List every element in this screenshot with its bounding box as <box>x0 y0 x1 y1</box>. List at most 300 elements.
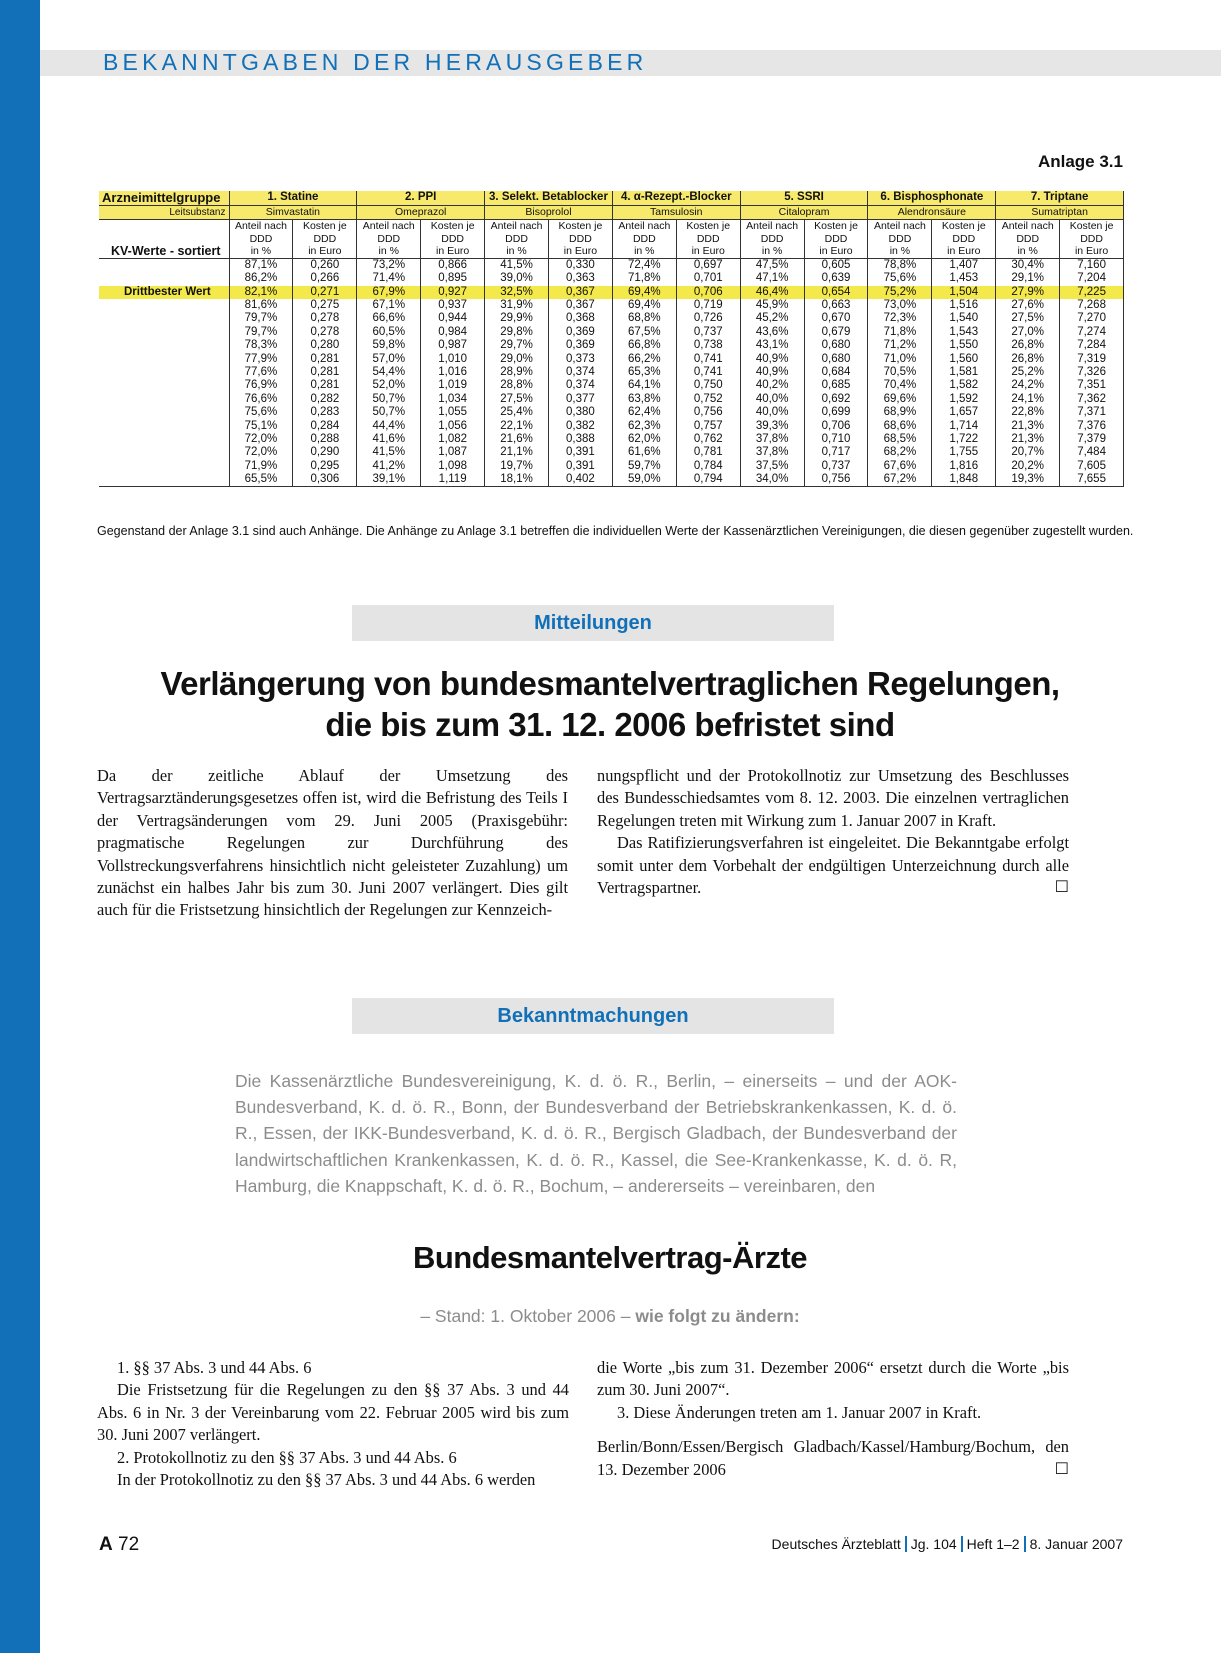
column-header-line: DDD <box>377 232 401 245</box>
item-heading: 1. §§ 37 Abs. 3 und 44 Abs. 6 <box>117 1358 312 1377</box>
row-label <box>99 366 229 379</box>
table-cell: 0,281 <box>293 366 357 379</box>
table-cell: 1,056 <box>421 419 485 432</box>
column-header-line: in % <box>889 245 911 258</box>
row-label <box>99 258 229 272</box>
column-header-line: DDD <box>824 232 848 245</box>
table-cell: 66,6% <box>357 312 421 325</box>
leitsubstanz-cell: Citalopram <box>740 206 868 220</box>
table-cell: 0,699 <box>804 406 868 419</box>
table-cell: 77,9% <box>229 353 293 366</box>
table-cell: 1,657 <box>932 406 996 419</box>
signature-line <box>597 1436 1069 1481</box>
table-cell: 7,274 <box>1060 326 1124 339</box>
table-cell: 63,8% <box>612 393 676 406</box>
table-cell: 0,717 <box>804 446 868 459</box>
table-cell: 0,737 <box>804 460 868 473</box>
table-cell: 1,714 <box>932 419 996 432</box>
column-header <box>1060 220 1124 259</box>
table-cell: 0,762 <box>676 433 740 446</box>
column-header-line: Kosten je <box>941 220 986 233</box>
drug-group-header: 7. Triptane <box>996 191 1124 206</box>
table-cell: 0,895 <box>421 272 485 285</box>
table-cell: 20,7% <box>996 446 1060 459</box>
item-heading: 2. Protokollnotiz zu den §§ 37 Abs. 3 und 44 Abs. 6 <box>117 1447 457 1467</box>
table-cell: 65,5% <box>229 473 293 487</box>
column-header-line: in Euro <box>563 245 598 258</box>
highlight-row <box>99 286 1124 299</box>
table-cell: 71,4% <box>357 272 421 285</box>
table-cell: 0,781 <box>676 446 740 459</box>
table-cell: 7,371 <box>1060 406 1124 419</box>
row-label <box>99 433 229 446</box>
table-cell: 69,4% <box>612 286 676 299</box>
column-header <box>612 220 676 259</box>
table-cell: 0,284 <box>293 419 357 432</box>
bmv-title: Bundesmantelvertrag-Ärzte <box>412 1240 808 1275</box>
table-row <box>99 312 1124 325</box>
table-cell: 0,670 <box>804 312 868 325</box>
drug-group-header: 4. α-Rezept.-Blocker <box>612 191 740 206</box>
table-cell: 0,752 <box>676 393 740 406</box>
table-cell: 0,701 <box>676 272 740 285</box>
journal-issue: Heft 1–2 <box>966 1536 1020 1552</box>
kv-sort-label: KV-Werte - sortiert <box>99 220 229 259</box>
table-cell: 27,0% <box>996 326 1060 339</box>
table-cell: 62,4% <box>612 406 676 419</box>
table-cell: 1,504 <box>932 286 996 299</box>
column-header-line: DDD <box>249 232 273 245</box>
table-row <box>99 379 1124 392</box>
table-cell: 37,5% <box>740 460 804 473</box>
row-label <box>99 419 229 432</box>
table-cell: 71,8% <box>868 326 932 339</box>
table-cell: 46,4% <box>740 286 804 299</box>
table-cell: 0,738 <box>676 339 740 352</box>
table-cell: 0,757 <box>676 419 740 432</box>
table-cell: 1,098 <box>421 460 485 473</box>
table-cell: 62,0% <box>612 433 676 446</box>
table-cell: 82,1% <box>229 286 293 299</box>
table-cell: 75,6% <box>868 272 932 285</box>
item-text: In der Protokollnotiz zu den §§ 37 Abs. 3 und 44 Abs. 6 werden <box>117 1470 536 1490</box>
table-row <box>99 460 1124 473</box>
column-header-line: DDD <box>696 232 720 245</box>
table-cell: 0,330 <box>548 258 612 272</box>
table-cell: 0,944 <box>421 312 485 325</box>
column-header-line: DDD <box>569 232 592 245</box>
row-label <box>99 299 229 312</box>
table-cell: 0,663 <box>804 299 868 312</box>
table-row <box>99 393 1124 406</box>
table-cell: 37,8% <box>740 446 804 459</box>
mitteilungen-title <box>100 663 1120 745</box>
table-cell: 81,6% <box>229 299 293 312</box>
table-cell: 67,2% <box>868 473 932 487</box>
table-cell: 59,0% <box>612 473 676 487</box>
table-cell: 0,719 <box>676 299 740 312</box>
column-header-line: in % <box>506 245 527 258</box>
table-cell: 26,8% <box>996 353 1060 366</box>
table-cell: 43,6% <box>740 326 804 339</box>
table-cell: 0,281 <box>293 353 357 366</box>
column-header-line: Kosten je <box>302 220 347 233</box>
column-header-line: DDD <box>313 232 337 245</box>
table-cell: 59,8% <box>357 339 421 352</box>
journal-info <box>772 1536 1123 1552</box>
table-cell: 66,2% <box>612 353 676 366</box>
journal-name: Deutsches Ärzteblatt <box>771 1536 901 1552</box>
column-header <box>996 220 1060 259</box>
table-cell: 0,984 <box>421 326 485 339</box>
table-cell: 0,275 <box>293 299 357 312</box>
table-cell: 0,288 <box>293 433 357 446</box>
page-number-value: 72 <box>118 1534 140 1555</box>
table-cell: 64,1% <box>612 379 676 392</box>
table-cell: 40,9% <box>740 353 804 366</box>
table-cell: 41,5% <box>485 258 549 272</box>
table-cell: 1,082 <box>421 433 485 446</box>
stand-line <box>100 1306 1120 1327</box>
column-header-line: DDD <box>1080 232 1103 245</box>
column-header-line: Kosten je <box>686 220 731 233</box>
title-line-2: die bis zum 31. 12. 2006 befristet sind <box>325 706 895 743</box>
table-cell: 52,0% <box>357 379 421 392</box>
table-cell: 71,8% <box>612 272 676 285</box>
table-cell: 47,5% <box>740 258 804 272</box>
table-cell: 34,0% <box>740 473 804 487</box>
table-cell: 1,119 <box>421 473 485 487</box>
column-header <box>229 220 293 259</box>
table-cell: 70,5% <box>868 366 932 379</box>
table-cell: 24,2% <box>996 379 1060 392</box>
table-cell: 0,367 <box>548 286 612 299</box>
table-cell: 0,741 <box>676 366 740 379</box>
table-cell: 28,9% <box>485 366 549 379</box>
table-cell: 1,816 <box>932 460 996 473</box>
table-cell: 0,282 <box>293 393 357 406</box>
column-header <box>293 220 357 259</box>
table-corner-sub: Leitsubstanz <box>99 206 229 220</box>
table-cell: 68,9% <box>868 406 932 419</box>
table-cell: 0,937 <box>421 299 485 312</box>
table-cell: 0,756 <box>804 473 868 487</box>
table-cell: 7,268 <box>1060 299 1124 312</box>
table-cell: 32,5% <box>485 286 549 299</box>
table-cell: 68,6% <box>868 419 932 432</box>
table-cell: 0,283 <box>293 406 357 419</box>
column-header-line: Anteil nach <box>490 220 543 233</box>
table-cell: 72,3% <box>868 312 932 325</box>
item-text: 3. Diese Änderungen treten am 1. Januar 2007 in Kraft. <box>617 1402 982 1422</box>
table-cell: 76,9% <box>229 379 293 392</box>
table-cell: 79,7% <box>229 326 293 339</box>
section-header: BEKANNTGABEN DER HERAUSGEBER <box>103 49 648 75</box>
column-header-line: Anteil nach <box>746 220 799 233</box>
table-cell: 31,9% <box>485 299 549 312</box>
table-row <box>99 406 1124 419</box>
column-header-line: DDD <box>760 232 784 245</box>
table-cell: 60,5% <box>357 326 421 339</box>
row-label <box>99 272 229 285</box>
column-header-line: in Euro <box>308 245 342 258</box>
drug-group-header: 2. PPI <box>357 191 485 206</box>
table-cell: 75,1% <box>229 419 293 432</box>
table-cell: 1,543 <box>932 326 996 339</box>
table-cell: 39,3% <box>740 419 804 432</box>
leitsubstanz-cell: Sumatriptan <box>996 206 1124 220</box>
body-paragraph: Da der zeitliche Ablauf der Umsetzung des Vertragsarztänderungsgesetzes offen ist, wird die Befristung des Teils I der Vertragsänderungen vom 29. Juni 2005 (Praxisgebühr: pragmatische Regelungen zur Durchführung des Vollstreckungsverfahrens hinsichtlich nicht geleisteter Zuzahlung) um zunächst ein halbes Jahr bis zum 30. Juni 2007 verlängert. Dies gilt auch für die Fristsetzung hinsichtlich der Regelungen zur Kennzeich- <box>97 766 568 920</box>
column-header-line: Anteil nach <box>1001 220 1054 233</box>
table-cell: 0,706 <box>804 419 868 432</box>
table-cell: 0,639 <box>804 272 868 285</box>
table-row <box>99 433 1124 446</box>
column-header-line: Kosten je <box>430 220 475 233</box>
table-cell: 26,8% <box>996 339 1060 352</box>
left-accent-bar <box>0 0 40 1653</box>
drug-table <box>99 191 1124 487</box>
column-header-line: in Euro <box>947 245 981 258</box>
column-header-line: DDD <box>505 232 528 245</box>
column-header-line: in % <box>1017 245 1038 258</box>
column-header <box>740 220 804 259</box>
table-cell: 28,8% <box>485 379 549 392</box>
table-row <box>99 419 1124 432</box>
table-cell: 0,685 <box>804 379 868 392</box>
table-cell: 68,5% <box>868 433 932 446</box>
table-cell: 0,388 <box>548 433 612 446</box>
table-cell: 7,362 <box>1060 393 1124 406</box>
table-cell: 1,087 <box>421 446 485 459</box>
column-header-line: in % <box>250 245 272 258</box>
column-header-line: in Euro <box>819 245 853 258</box>
bekanntmachungen-tab: Bekanntmachungen <box>352 998 834 1034</box>
row-label <box>99 460 229 473</box>
column-header-line: in % <box>634 245 655 258</box>
bekanntmachungen-left-column <box>97 1357 569 1491</box>
table-cell: 1,848 <box>932 473 996 487</box>
table-cell: 0,756 <box>676 406 740 419</box>
table-cell: 86,2% <box>229 272 293 285</box>
table-row <box>99 258 1124 272</box>
table-cell: 1,550 <box>932 339 996 352</box>
page-prefix: A <box>99 1534 113 1555</box>
table-cell: 65,3% <box>612 366 676 379</box>
column-header-line: DDD <box>952 232 976 245</box>
table-row <box>99 473 1124 487</box>
table-cell: 71,0% <box>868 353 932 366</box>
table-cell: 0,697 <box>676 258 740 272</box>
table-row <box>99 339 1124 352</box>
table-cell: 29,1% <box>996 272 1060 285</box>
table-cell: 1,722 <box>932 433 996 446</box>
table-cell: 25,2% <box>996 366 1060 379</box>
table-cell: 19,3% <box>996 473 1060 487</box>
row-label <box>99 326 229 339</box>
table-cell: 0,750 <box>676 379 740 392</box>
column-header-line: Anteil nach <box>873 220 926 233</box>
table-cell: 0,373 <box>548 353 612 366</box>
table-cell: 0,684 <box>804 366 868 379</box>
table-cell: 71,9% <box>229 460 293 473</box>
item-text: die Worte „bis zum 31. Dezember 2006“ ersetzt durch die Worte „bis zum 30. Juni 2007“. <box>597 1358 1069 1400</box>
table-cell: 0,260 <box>293 258 357 272</box>
column-header-line: DDD <box>888 232 912 245</box>
column-header-line: Kosten je <box>1069 220 1114 233</box>
row-label <box>99 393 229 406</box>
table-cell: 47,1% <box>740 272 804 285</box>
table-cell: 0,692 <box>804 393 868 406</box>
table-cell: 1,516 <box>932 299 996 312</box>
table-cell: 29,9% <box>485 312 549 325</box>
journal-date: 8. Januar 2007 <box>1029 1536 1123 1552</box>
column-header-line: DDD <box>632 232 656 245</box>
drug-group-header: 6. Bisphosphonate <box>868 191 996 206</box>
stand-bold: wie folgt zu ändern: <box>635 1306 800 1326</box>
table-cell: 45,2% <box>740 312 804 325</box>
column-header-line: in Euro <box>1074 245 1109 258</box>
row-label <box>99 379 229 392</box>
table-cell: 27,5% <box>485 393 549 406</box>
anlage-label: Anlage 3.1 <box>1037 152 1123 171</box>
separator <box>1024 1536 1026 1552</box>
table-cell: 7,655 <box>1060 473 1124 487</box>
bekanntmachungen-right-column <box>597 1357 1069 1481</box>
journal-volume: Jg. 104 <box>910 1536 957 1552</box>
table-cell: 7,484 <box>1060 446 1124 459</box>
table-row <box>99 353 1124 366</box>
column-header <box>804 220 868 259</box>
table-cell: 27,9% <box>996 286 1060 299</box>
table-cell: 72,4% <box>612 258 676 272</box>
table-cell: 0,654 <box>804 286 868 299</box>
table-cell: 66,8% <box>612 339 676 352</box>
table-cell: 1,755 <box>932 446 996 459</box>
table-cell: 41,5% <box>357 446 421 459</box>
table-cell: 0,367 <box>548 299 612 312</box>
column-header <box>676 220 740 259</box>
table-cell: 87,1% <box>229 258 293 272</box>
table-cell: 71,2% <box>868 339 932 352</box>
table-caption: Gegenstand der Anlage 3.1 sind auch Anhänge. Die Anhänge zu Anlage 3.1 betreffen die individuellen Werte der Kassenärztlichen Vereinigungen, die diesen gegenüber zugestellt wurden. <box>97 524 1134 538</box>
column-header <box>485 220 549 259</box>
table-cell: 50,7% <box>357 406 421 419</box>
table-cell: 7,319 <box>1060 353 1124 366</box>
column-header-line: Kosten je <box>558 220 603 233</box>
table-cell: 0,306 <box>293 473 357 487</box>
column-header-line: Anteil nach <box>362 220 415 233</box>
table-cell: 0,680 <box>804 353 868 366</box>
table-cell: 29,8% <box>485 326 549 339</box>
table-cell: 21,1% <box>485 446 549 459</box>
table-cell: 0,679 <box>804 326 868 339</box>
row-label <box>99 353 229 366</box>
table-cell: 1,592 <box>932 393 996 406</box>
mitteilungen-tab: Mitteilungen <box>352 605 834 641</box>
table-cell: 21,3% <box>996 433 1060 446</box>
paragraph-text: Das Ratifizierungsverfahren ist eingeleitet. Die Bekanntgabe erfolgt somit unter dem Vorbehalt der endgültigen Unterzeichnung durch alle Vertragspartner. <box>597 833 1069 898</box>
leitsubstanz-cell: Tamsulosin <box>612 206 740 220</box>
table-cell: 0,680 <box>804 339 868 352</box>
table-cell: 7,204 <box>1060 272 1124 285</box>
column-header-line: Anteil nach <box>234 220 287 233</box>
table-cell: 18,1% <box>485 473 549 487</box>
table-cell: 0,377 <box>548 393 612 406</box>
table-cell: 29,0% <box>485 353 549 366</box>
table-cell: 0,794 <box>676 473 740 487</box>
table-cell: 22,1% <box>485 419 549 432</box>
table-cell: 0,710 <box>804 433 868 446</box>
table-cell: 79,7% <box>229 312 293 325</box>
table-cell: 0,266 <box>293 272 357 285</box>
table-cell: 0,866 <box>421 258 485 272</box>
column-header-line: in Euro <box>691 245 725 258</box>
table-cell: 72,0% <box>229 433 293 446</box>
table-row <box>99 272 1124 285</box>
body-paragraph: nungspflicht und der Protokollnotiz zur Umsetzung des Beschlusses des Bundesschiedsamtes vom 8. 12. 2003. Die einzelnen vertraglichen Regelungen treten mit Wirkung zum 1. Januar 2007 in Kraft. <box>597 766 1069 830</box>
row-label <box>99 446 229 459</box>
table-cell: 1,055 <box>421 406 485 419</box>
table-cell: 0,402 <box>548 473 612 487</box>
column-header-line: in Euro <box>436 245 470 258</box>
table-corner-title: Arzneimittelgruppe <box>99 191 229 206</box>
table-cell: 1,560 <box>932 353 996 366</box>
table-cell: 41,6% <box>357 433 421 446</box>
end-square-icon: ☐ <box>1054 1460 1069 1478</box>
table-cell: 1,034 <box>421 393 485 406</box>
table-cell: 0,363 <box>548 272 612 285</box>
column-header <box>868 220 932 259</box>
leitsubstanz-cell: Omeprazol <box>357 206 485 220</box>
table-cell: 75,6% <box>229 406 293 419</box>
table-row <box>99 326 1124 339</box>
table-cell: 40,9% <box>740 366 804 379</box>
table-cell: 68,2% <box>868 446 932 459</box>
table-cell: 0,391 <box>548 460 612 473</box>
column-header <box>548 220 612 259</box>
table-cell: 1,016 <box>421 366 485 379</box>
row-label <box>99 473 229 487</box>
table-cell: 78,3% <box>229 339 293 352</box>
table-cell: 40,2% <box>740 379 804 392</box>
table-cell: 25,4% <box>485 406 549 419</box>
table-cell: 0,391 <box>548 446 612 459</box>
table-cell: 40,0% <box>740 393 804 406</box>
table-cell: 0,605 <box>804 258 868 272</box>
table-cell: 77,6% <box>229 366 293 379</box>
table-cell: 1,019 <box>421 379 485 392</box>
row-label <box>99 312 229 325</box>
table-cell: 0,726 <box>676 312 740 325</box>
table-cell: 67,5% <box>612 326 676 339</box>
table-cell: 59,7% <box>612 460 676 473</box>
column-header-line: in % <box>761 245 783 258</box>
table-cell: 0,374 <box>548 379 612 392</box>
table-cell: 73,0% <box>868 299 932 312</box>
table-cell: 67,1% <box>357 299 421 312</box>
table-cell: 7,225 <box>1060 286 1124 299</box>
table-cell: 19,7% <box>485 460 549 473</box>
table-cell: 41,2% <box>357 460 421 473</box>
table-cell: 7,379 <box>1060 433 1124 446</box>
table-cell: 70,4% <box>868 379 932 392</box>
table-cell: 0,987 <box>421 339 485 352</box>
table-cell: 69,4% <box>612 299 676 312</box>
table-cell: 57,0% <box>357 353 421 366</box>
table-cell: 0,369 <box>548 339 612 352</box>
table-cell: 27,5% <box>996 312 1060 325</box>
column-header-line: in % <box>378 245 399 258</box>
